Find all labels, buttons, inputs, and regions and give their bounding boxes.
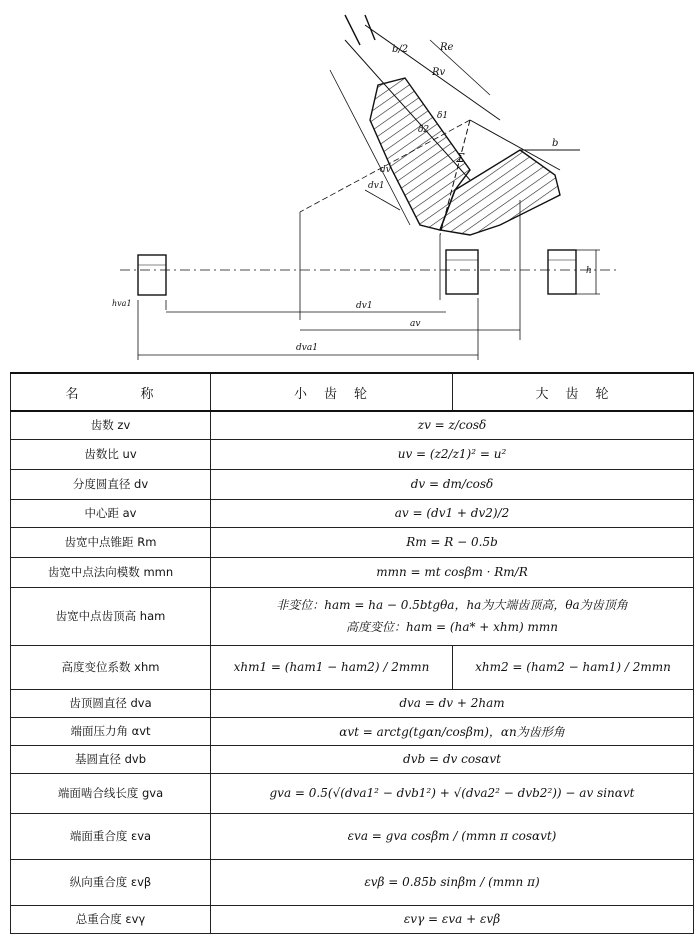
row-formula [211,587,694,645]
row-name: 基圆直径 dvb [11,745,211,773]
header-name: 名 称 [11,373,211,411]
row-name: 端面重合度 εva [11,813,211,859]
label-dva1: dva1 [296,343,318,353]
row-name: 分度圆直径 dv [11,469,211,499]
row-formula: αvt = arctg(tgαn/cosβm)，αn为齿形角 [211,717,694,745]
table-row [11,717,694,745]
label-dvi: dv1 [368,181,385,191]
table-row [11,773,694,813]
label-av: av [410,319,421,329]
label-b: b [552,138,559,149]
table-row [11,587,694,645]
table-row [11,557,694,587]
row-formula: uv = (z2/z1)² = u² [211,439,694,469]
formula-line-1: 非变位：ham = ha − 0.5btgθa，ha为大端齿顶高，θa为齿顶角 [276,598,628,613]
row-formula: zv = z/cosδ [211,411,694,439]
equivalent-pinion-right [446,250,478,294]
row-formula: dvb = dv cosαvt [211,745,694,773]
row-formula: εvβ = 0.85b sinβm / (mmn π) [211,859,694,905]
equivalent-pinion-left [138,255,166,295]
label-Re: Re [440,42,454,53]
table-row [11,469,694,499]
table-row [11,859,694,905]
label-delta2: δ2 [418,125,430,135]
row-formula: dva = dv + 2ham [211,689,694,717]
formula-line-2: 高度变位：ham = (ha* + xhm) mmn [345,620,559,635]
row-formula: Rm = R − 0.5b [211,527,694,557]
table-row [11,813,694,859]
row-formula: εva = gva cosβm / (mmn π cosαvt) [211,813,694,859]
row-name: 总重合度 εvγ [11,905,211,933]
label-delta1: δ1 [437,111,449,121]
row-name: 齿宽中点齿顶高 ham [11,587,211,645]
table-row [11,527,694,557]
row-name: 齿数 zv [11,411,211,439]
row-formula-large: xhm2 = (ham2 − ham1) / 2mmn [453,645,694,689]
label-h: h [586,266,592,276]
row-name: 中心距 av [11,499,211,527]
row-formula: dv = dm/cosδ [211,469,694,499]
row-formula: gva = 0.5(√(dva1² − dvb1²) + √(dva2² − dvb2²)) − av sinαvt [211,773,694,813]
row-name: 端面压力角 αvt [11,717,211,745]
parameter-table [10,372,694,934]
label-hva1: hva1 [112,299,132,308]
label-dv1: dv1 [356,301,373,311]
row-formula: εvγ = εva + εvβ [211,905,694,933]
table-row [11,499,694,527]
table-row [11,645,694,689]
label-sigma: Σ [456,151,465,165]
label-b-half: b/2 [392,44,409,55]
label-dv: dv [380,165,391,175]
bevel-gear-diagram [0,0,700,372]
table-row [11,689,694,717]
table-row [11,905,694,933]
row-formula-small: xhm1 = (ham1 − ham2) / 2mmn [211,645,453,689]
row-name: 齿数比 uv [11,439,211,469]
table-header-row [11,373,694,411]
row-name: 齿宽中点锥距 Rm [11,527,211,557]
equivalent-gear [548,250,576,294]
row-name: 端面啮合线长度 gva [11,773,211,813]
label-Rv: Rv [432,67,446,78]
row-formula: av = (dv1 + dv2)/2 [211,499,694,527]
table-row [11,439,694,469]
table-row [11,411,694,439]
row-name: 高度变位系数 xhm [11,645,211,689]
row-formula: mmn = mt cosβm · Rm/R [211,557,694,587]
row-name: 齿宽中点法向模数 mmn [11,557,211,587]
header-large-gear: 大 齿 轮 [453,373,694,411]
table-row [11,745,694,773]
row-name: 齿顶圆直径 dva [11,689,211,717]
header-small-gear: 小 齿 轮 [211,373,453,411]
row-name: 纵向重合度 εvβ [11,859,211,905]
